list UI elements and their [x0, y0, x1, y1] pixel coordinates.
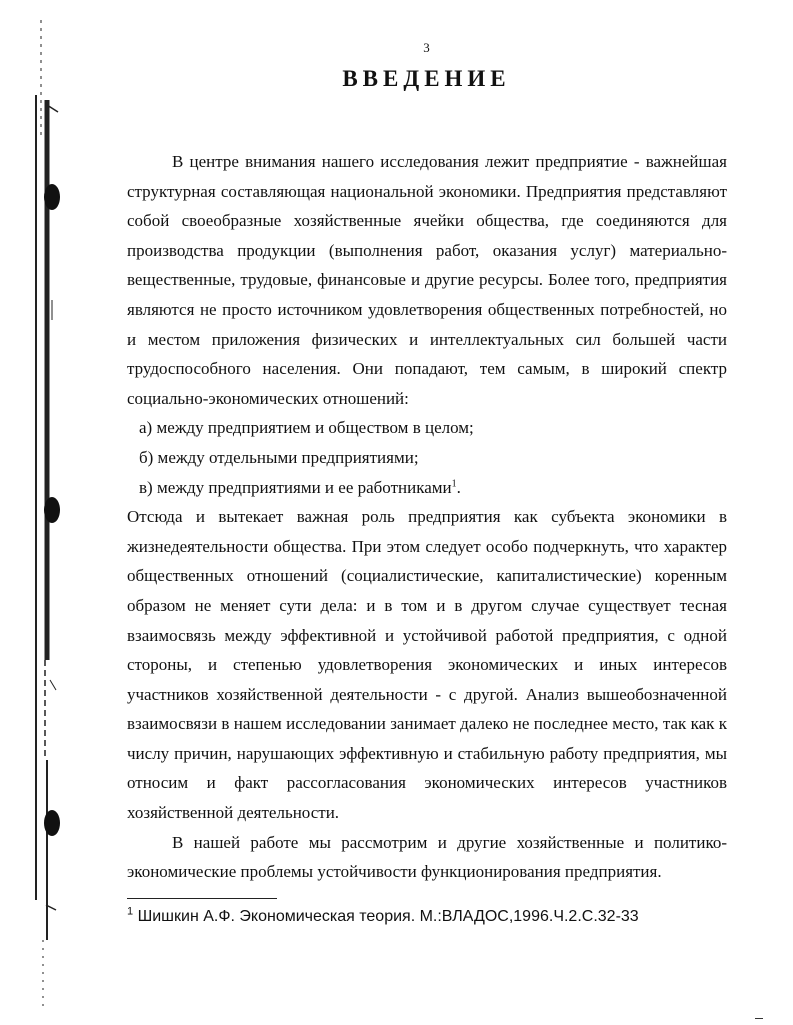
binding-hole — [44, 184, 60, 210]
paragraph-intro: В центре внимания нашего исследования лежит предприятие - важнейшая структурная составляющая национальной экономики. Предприятия представляют собой своеобразные хозяйственные ячейки общества, где соединяются для производства продукции (выполнения работ, оказания услуг) материально-вещественные, трудовые, финансовые и другие ресурсы. Более того, предприятия являются не просто источником удовлетворения общественных потребностей, но и местом приложения физических и интеллектуальных сил большей части трудоспособного населения. Они попадают, тем самым, в широкий спектр социально-экономических отношений: — [127, 152, 727, 408]
list-item-text: в) между предприятиями и ее работниками — [139, 477, 452, 497]
list-item-end: . — [456, 477, 461, 497]
footnote-text: Шишкин А.Ф. Экономическая теория. М.:ВЛАДОС,1996.Ч.2.С.32-33 — [137, 908, 639, 925]
footnote — [127, 905, 639, 926]
binding-hole — [44, 810, 60, 836]
footnote-reference: 1 — [451, 477, 457, 489]
footnote-number: 1 — [127, 905, 134, 918]
paragraph-conclusion: В нашей работе мы рассмотрим и другие хозяйственные и политико-экономические проблемы устойчивости функционирования предприятия. — [127, 832, 727, 882]
page-number: 3 — [423, 40, 430, 55]
body-text — [127, 147, 727, 887]
footnote-divider — [127, 898, 277, 899]
scan-mark — [755, 1018, 763, 1019]
binding-hole — [44, 497, 60, 523]
list-item — [127, 473, 727, 503]
page-title: ВВЕДЕНИЕ — [342, 66, 511, 91]
paragraph-role: Отсюда и вытекает важная роль предприятия как субъекта экономики в жизнедеятельности общества. При этом следует особо подчеркнуть, что характер общественных отношений (социалистические, капиталистические) коренным образом не меняет сути дела: и в том и в другом случае существует тесная взаимосвязь между эффективной и устойчивой работой предприятия, с одной стороны, и степенью удовлетворения экономических и иных интересов участников хозяйственной деятельности - с другой. Анализ вышеобозначенной взаимосвязи в нашем исследовании занимает далеко не последнее место, так как к числу причин, нарушающих эффективную и стабильную работу предприятия, мы относим и факт рассогласования экономических интересов участников хозяйственной деятельности. — [127, 507, 727, 823]
list-item: б) между отдельными предприятиями; — [139, 447, 419, 467]
list-item: а) между предприятием и обществом в целом; — [139, 418, 474, 438]
binding-edge — [0, 0, 70, 1025]
